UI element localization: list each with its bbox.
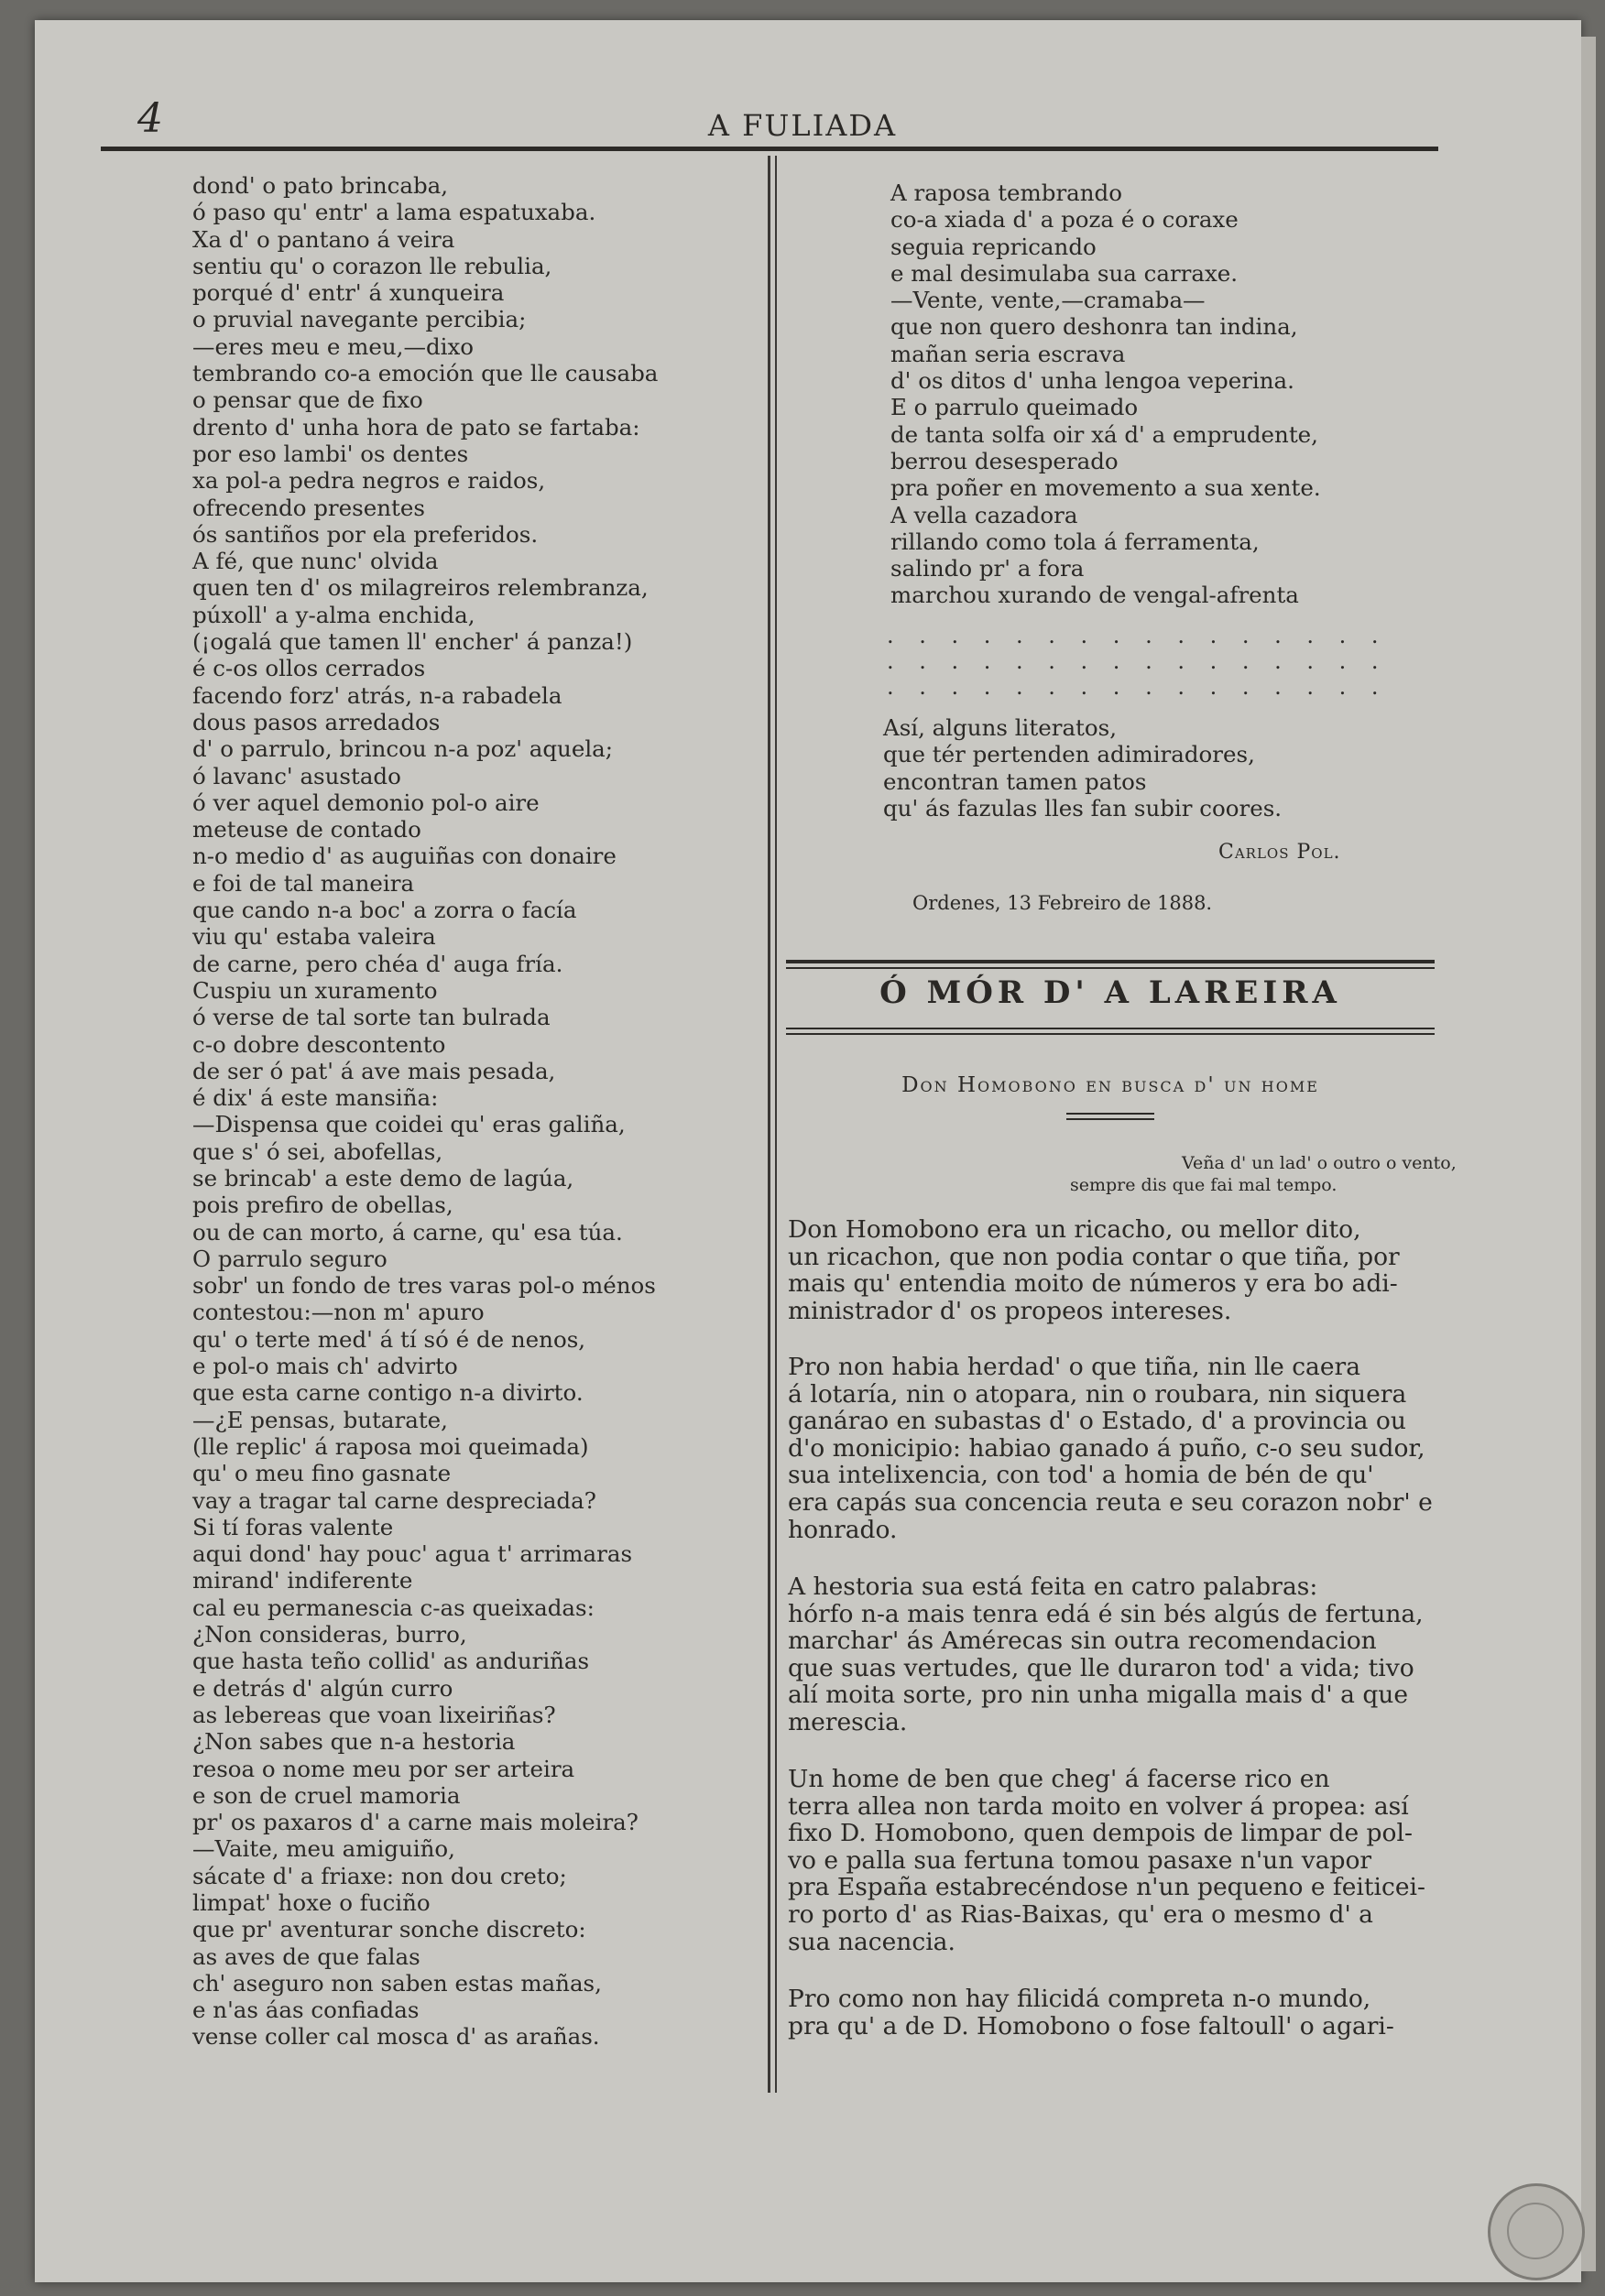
verse-line: —eres meu e meu,—dixo xyxy=(192,332,475,360)
verse-line: e pol-o mais ch' advirto xyxy=(192,1353,458,1380)
verse-line: xa pol-a pedra negros e raidos, xyxy=(192,467,546,495)
page-number: 4 xyxy=(137,95,163,142)
verse-line: salindo pr' a fora xyxy=(890,555,1085,582)
verse-line: d' o parrulo, brincou n-a poz' aquela; xyxy=(192,735,614,763)
paragraph-line: merescia. xyxy=(788,1707,908,1736)
page-edge xyxy=(1581,37,1596,2271)
verse-line: e foi de tal maneira xyxy=(192,869,415,897)
paragraph-line: Pro non habia herdad' o que tiña, nin lle caera xyxy=(788,1353,1361,1381)
paragraph-line: que suas vertudes, que lle duraron tod' a vida; tivo xyxy=(788,1653,1414,1682)
paragraph-line: era capás sua concencia reuta e seu corazon nobr' e xyxy=(788,1487,1433,1517)
article-paragraph xyxy=(788,1216,1400,1324)
verse-line: que non quero deshonra tan indina, xyxy=(890,313,1298,341)
verse-line: encontran tamen patos xyxy=(883,767,1147,795)
paragraph-line: ministrador d' os propeos intereses. xyxy=(788,1296,1232,1325)
author-signature: Carlos Pol. xyxy=(1218,841,1341,864)
column-rule xyxy=(775,156,777,2093)
verse-line: ¿Non consideras, burro, xyxy=(192,1621,467,1649)
verse-line: qu' o terte med' á tí só é de nenos, xyxy=(192,1325,586,1353)
section-rule xyxy=(786,967,1435,969)
section-rule xyxy=(786,1028,1435,1029)
verse-line: ofrecendo presentes xyxy=(192,494,425,521)
verse-line: é dix' á este mansiña: xyxy=(192,1084,439,1112)
verse-line: —Vente, vente,—cramaba— xyxy=(890,287,1206,314)
verse-line: ou de can morto, á carne, qu' esa túa. xyxy=(192,1218,623,1246)
verse-line: se brincab' a este demo de lagúa, xyxy=(192,1164,574,1192)
verse-line: o pensar que de fixo xyxy=(192,386,423,414)
verse-line: A fé, que nunc' olvida xyxy=(192,548,439,575)
library-stamp xyxy=(1488,2183,1585,2280)
paragraph-line: Don Homobono era un ricacho, ou mellor dito, xyxy=(788,1215,1361,1244)
title-rule xyxy=(1066,1113,1154,1115)
section-rule xyxy=(786,960,1435,963)
verse-line: resoa o nome meu por ser arteira xyxy=(192,1755,575,1782)
paragraph-line: sua intelixencia, con tod' a homia de bén de qu' xyxy=(788,1461,1374,1490)
verse-line: drento d' unha hora de pato se fartaba: xyxy=(192,413,640,441)
verse-line: aqui dond' hay pouc' agua t' arrimaras xyxy=(192,1540,633,1568)
ellipsis-row: . . . . . . . . . . . . . . . . xyxy=(887,623,1388,648)
verse-line: de tanta solfa oir xá d' a emprudente, xyxy=(890,420,1318,448)
verse-line: A raposa tembrando xyxy=(890,180,1122,206)
paragraph-line: mais qu' entendia moito de números y era bo adi- xyxy=(788,1269,1398,1299)
verse-line: —Vaite, meu amiguiño, xyxy=(192,1835,455,1863)
verse-line: sácate d' a friaxe: non dou creto; xyxy=(192,1862,567,1889)
dateline: Ordenes, 13 Febreiro de 1888. xyxy=(912,892,1213,914)
verse-line: ó lavanc' asustado xyxy=(192,762,401,789)
verse-line: e mal desimulaba sua carraxe. xyxy=(890,259,1239,287)
article-paragraph xyxy=(788,1354,1433,1543)
paragraph-line: Pro como non hay filicidá compreta n-o mundo, xyxy=(788,1985,1371,2013)
verse-line: e detrás d' algún curro xyxy=(192,1674,453,1702)
verse-line: ós santiños por ela preferidos. xyxy=(192,520,539,548)
verse-line: que pr' aventurar sonche discreto: xyxy=(192,1916,586,1943)
paragraph-line: marchar' ás Amérecas sin outra recomendacion xyxy=(788,1627,1377,1656)
paragraph-line: alí moita sorte, pro nin unha migalla mais d' a que xyxy=(788,1681,1409,1710)
verse-line: qu' ás fazulas lles fan subir coores. xyxy=(883,794,1283,822)
paragraph-line: un ricachon, que non podia contar o que tiña, por xyxy=(788,1242,1400,1271)
verse-line: mirand' indiferente xyxy=(192,1567,413,1594)
verse-line: sentiu qu' o corazon lle rebulia, xyxy=(192,252,552,279)
header-rule xyxy=(101,147,1438,151)
paragraph-line: ganárao en subastas d' o Estado, d' a provincia ou xyxy=(788,1407,1406,1436)
verse-line: que s' ó sei, abofellas, xyxy=(192,1137,443,1165)
verse-line: co-a xiada d' a poza é o coraxe xyxy=(890,206,1239,234)
verse-line: pra poñer en movemento a sua xente. xyxy=(890,474,1321,502)
verse-line: sobr' un fondo de tres varas pol-o ménos xyxy=(192,1272,656,1300)
paragraph-line: pra qu' a de D. Homobono o fose faltoull' o agari- xyxy=(788,2011,1394,2040)
verse-line: ¿Non sabes que n-a hestoria xyxy=(192,1728,516,1756)
moral-stanza xyxy=(883,714,1282,822)
verse-line: pr' os paxaros d' a carne mais moleira? xyxy=(192,1809,639,1836)
column-rule xyxy=(768,156,770,2093)
verse-line: ó ver aquel demonio pol-o aire xyxy=(192,789,540,816)
verse-line: d' os ditos d' unha lengoa veperina. xyxy=(890,367,1294,395)
ellipsis-row: . . . . . . . . . . . . . . . . xyxy=(887,674,1388,700)
epigraph-line: sempre dis que fai mal tempo. xyxy=(1070,1175,1338,1195)
verse-line: mañan seria escrava xyxy=(890,340,1126,367)
verse-line: facendo forz' atrás, n-a rabadela xyxy=(192,681,562,709)
paragraph-line: pra España estabrecéndose n'un pequeno e feiticei- xyxy=(788,1873,1425,1902)
epigraph-line: Veña d' un lad' o outro o vento, xyxy=(1182,1153,1457,1173)
verse-line: viu qu' estaba valeira xyxy=(192,923,436,951)
article-title: Don Homobono en busca d' un home xyxy=(901,1073,1319,1097)
paragraph-line: Un home de ben que cheg' á facerse rico en xyxy=(788,1765,1330,1793)
verse-line: E o parrulo queimado xyxy=(890,394,1139,421)
verse-line: contestou:—non m' apuro xyxy=(192,1299,485,1326)
verse-line: (lle replic' á raposa moi queimada) xyxy=(192,1432,589,1460)
verse-line: que tér pertenden adimiradores, xyxy=(883,741,1255,768)
verse-line: n-o medio d' as auguiñas con donaire xyxy=(192,843,617,870)
paragraph-line: fixo D. Homobono, quen dempois de limpar de pol- xyxy=(788,1819,1413,1848)
verse-line: Así, alguns literatos, xyxy=(883,714,1118,741)
verse-line: marchou xurando de vengal-afrenta xyxy=(890,582,1299,609)
section-rule xyxy=(786,1033,1435,1035)
verse-line: ch' aseguro non saben estas mañas, xyxy=(192,1969,602,1997)
verse-line: quen ten d' os milagreiros relembranza, xyxy=(192,574,649,602)
verse-line: ó paso qu' entr' a lama espatuxaba. xyxy=(192,199,596,226)
paragraph-line: á lotaría, nin o atopara, nin o roubara, nin siquera xyxy=(788,1379,1407,1409)
verse-line: vay a tragar tal carne despreciada? xyxy=(192,1486,596,1514)
verse-line: (¡ogalá que tamen ll' encher' á panza!) xyxy=(192,628,633,656)
verse-line: A vella cazadora xyxy=(890,501,1078,528)
verse-line: tembrando co-a emoción que lle causaba xyxy=(192,360,659,387)
ellipsis-row: . . . . . . . . . . . . . . . . xyxy=(887,648,1388,674)
verse-line: O parrulo seguro xyxy=(192,1245,388,1272)
verse-line: de ser ó pat' á ave mais pesada, xyxy=(192,1057,556,1084)
stamp-emblem xyxy=(1507,2203,1564,2259)
verse-line: dond' o pato brincaba, xyxy=(192,172,449,199)
paragraph-line: hórfo n-a mais tenra edá é sin bés algús de fertuna, xyxy=(788,1599,1424,1628)
verse-line: seguia repricando xyxy=(890,233,1097,260)
verse-line: meteuse de contado xyxy=(192,816,421,843)
title-rule xyxy=(1066,1118,1154,1120)
verse-line: Cuspiu un xuramento xyxy=(192,976,438,1004)
verse-line: as aves de que falas xyxy=(192,1942,420,1970)
verse-line: as lebereas que voan lixeiriñas? xyxy=(192,1701,556,1728)
verse-line: dous pasos arredados xyxy=(192,708,441,735)
verse-line: púxoll' a y-alma enchida, xyxy=(192,601,475,628)
verse-line: ó verse de tal sorte tan bulrada xyxy=(192,1004,551,1031)
article-paragraph xyxy=(788,1573,1424,1736)
right-column-poem xyxy=(890,180,1321,609)
article-paragraph xyxy=(788,1986,1394,2040)
verse-line: qu' o meu fino gasnate xyxy=(192,1460,452,1487)
verse-line: e n'as áas confiadas xyxy=(192,1997,420,2024)
verse-line: porqué d' entr' á xunqueira xyxy=(192,279,505,307)
paragraph-line: sua nacencia. xyxy=(788,1927,955,1956)
paragraph-line: A hestoria sua está feita en catro palabras: xyxy=(788,1572,1318,1601)
verse-line: que hasta teño collid' as anduriñas xyxy=(192,1648,590,1675)
paragraph-line: honrado. xyxy=(788,1515,898,1544)
verse-line: —Dispensa que coidei qu' eras galiña, xyxy=(192,1111,626,1138)
verse-line: Si tí foras valente xyxy=(192,1513,394,1540)
verse-line: que cando n-a boc' a zorra o facía xyxy=(192,897,577,924)
verse-line: de carne, pero chéa d' auga fría. xyxy=(192,950,563,977)
left-column-poem xyxy=(192,172,658,2051)
verse-line: que esta carne contigo n-a divirto. xyxy=(192,1379,584,1407)
paragraph-line: d'o monicipio: habiao ganado á puño, c-o seu sudor, xyxy=(788,1433,1425,1463)
masthead: A FULIADA xyxy=(707,108,898,143)
verse-line: vense coller cal mosca d' as arañas. xyxy=(192,2023,600,2051)
verse-line: c-o dobre descontento xyxy=(192,1030,446,1058)
verse-line: por eso lambi' os dentes xyxy=(192,440,469,467)
verse-line: Xa d' o pantano á veira xyxy=(192,225,455,253)
verse-line: cal eu permanescia c-as queixadas: xyxy=(192,1594,595,1621)
verse-line: —¿E pensas, butarate, xyxy=(192,1406,448,1433)
paragraph-line: ro porto d' as Rias-Baixas, qu' era o mesmo d' a xyxy=(788,1899,1373,1929)
article-paragraph xyxy=(788,1766,1425,1955)
verse-line: rillando como tola á ferramenta, xyxy=(890,528,1260,555)
verse-line: berrou desesperado xyxy=(890,447,1119,474)
verse-line: pois prefiro de obellas, xyxy=(192,1192,453,1219)
section-title: Ó MÓR D' A LAREIRA xyxy=(879,974,1341,1011)
verse-line: o pruvial navegante percibia; xyxy=(192,306,527,333)
verse-line: e son de cruel mamoria xyxy=(192,1781,461,1809)
paragraph-line: vo e palla sua fertuna tomou pasaxe n'un vapor xyxy=(788,1845,1372,1875)
paragraph-line: terra allea non tarda moito en volver á propea: así xyxy=(788,1791,1409,1821)
verse-line: é c-os ollos cerrados xyxy=(192,655,426,682)
verse-line: limpat' hoxe o fuciño xyxy=(192,1889,431,1916)
